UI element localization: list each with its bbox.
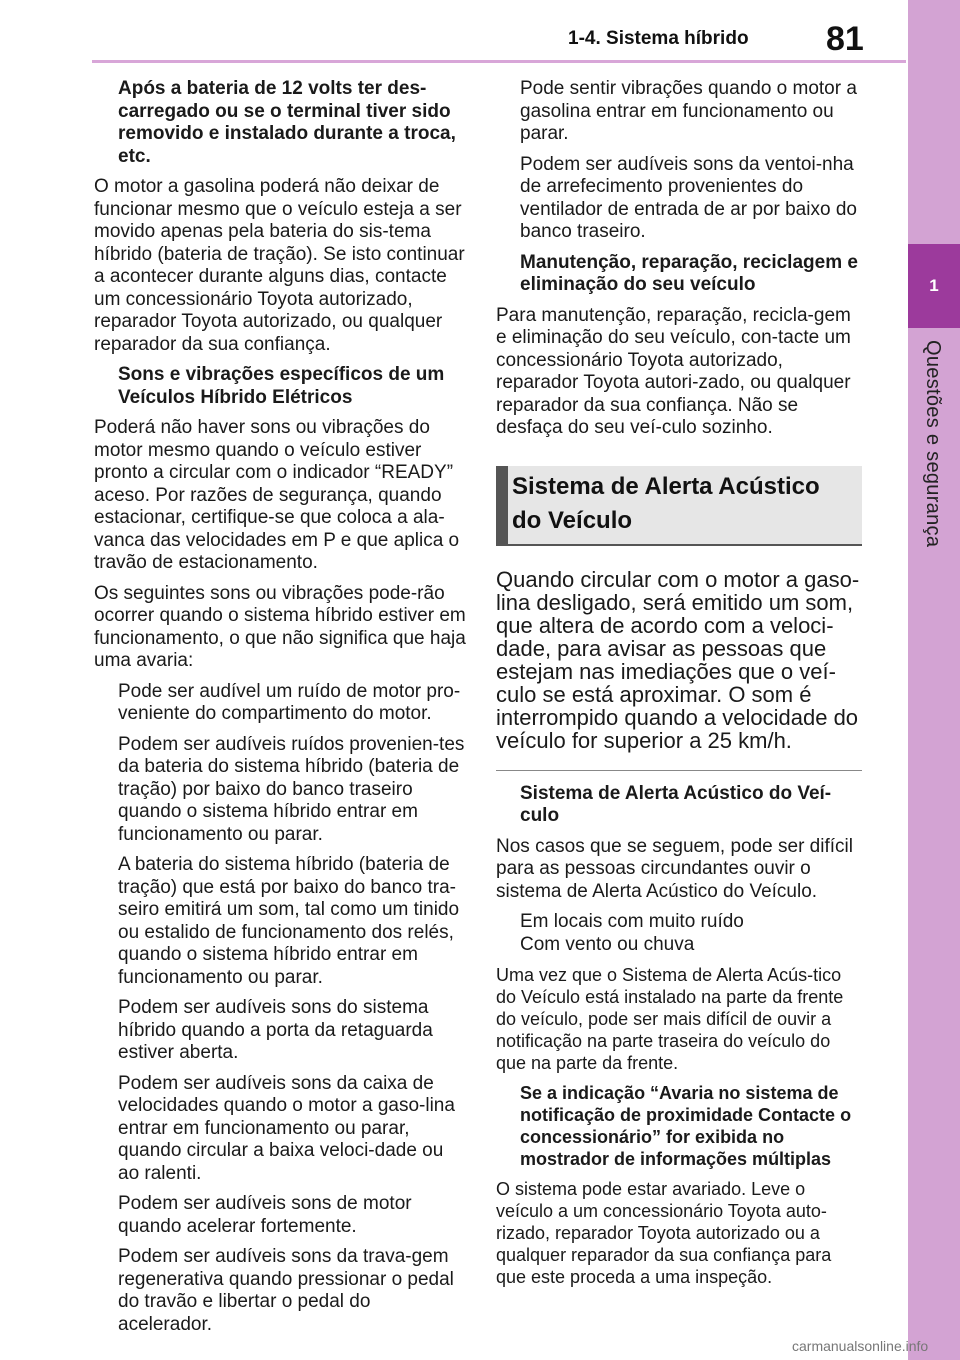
chapter-title: Questões e segurança — [922, 340, 944, 548]
chapter-number-box: 1 — [908, 244, 960, 328]
divider — [496, 770, 862, 771]
paragraph-alert-location: Uma vez que o Sistema de Alerta Acús-tico do Veículo está instalado na parte da frente do veículo, pode ser mais difícil de ouvir a notificação na parte traseira do veículo do que na parte da frente. — [496, 965, 844, 1073]
header-title: 1-4. Sistema híbrido — [568, 28, 749, 49]
paragraph-battery: O motor a gasolina poderá não deixar de funcionar mesmo que o veículo esteja a ser movido apenas pela bateria do sis-tema híbrido (bateria de tração). Se isto continuar a acontecer durante alguns dias, contacte um concessionário Toyota autorizado, reparador Toyota autorizado, ou qualquer reparador da sua confiança. — [94, 176, 465, 355]
list-item: Pode ser audível um ruído de motor pro-veniente do compartimento do motor. — [118, 680, 461, 724]
list-item: Podem ser audíveis sons de motor quando acelerar fortemente. — [118, 1193, 412, 1237]
left-column — [94, 78, 466, 1344]
list-item: Em locais com muito ruído — [520, 911, 744, 932]
section-title-box: Sistema de Alerta Acústico do Veículo — [496, 466, 862, 546]
list-item: Podem ser audíveis ruídos provenien-tes da bateria do sistema híbrido (bateria de tração) por baixo do banco traseiro quando o sistema híbrido entrar em funcionamento ou parar. — [118, 733, 465, 845]
heading-malfunction: Se a indicação “Avaria no sistema de notificação de proximidade Contacte o concessionário” for exibida no mostrador de informações múltiplas — [520, 1083, 852, 1169]
list-item: Podem ser audíveis sons da ventoi-nha de arrefecimento provenientes do ventilador de entrada de ar por baixo do banco traseiro. — [520, 153, 857, 242]
section-intro: Quando circular com o motor a gaso-lina desligado, será emitido um som, que altera de acordo com a veloci-dade, para avisar as pessoas que estejam nas imediações que o veí-culo se está aproximar. O som é interrompido quando a velocidade do veículo for superior a 25 km/h. — [496, 566, 860, 753]
list-item: Podem ser audíveis sons da trava-gem regenerativa quando pressionar o pedal do travão e libertar o pedal do acelerador. — [118, 1246, 454, 1335]
heading-battery: Após a bateria de 12 volts ter des-carregado ou se o terminal tiver sido removido e instalado durante a troca, etc. — [118, 78, 456, 167]
paragraph-alert-system: Nos casos que se seguem, pode ser difícil para as pessoas circundantes ouvir o sistema de Alerta Acústico do Veículo. — [496, 835, 853, 902]
watermark: carmanualsonline.info — [792, 1338, 929, 1354]
side-tab — [908, 0, 960, 1360]
heading-sounds: Sons e vibrações específicos de um Veículos Híbrido Elétricos — [118, 364, 445, 408]
paragraph-maintenance: Para manutenção, reparação, recicla-gem e eliminação do seu veículo, con-tacte um concessionário Toyota autorizado, reparador Toyota autori-zado, ou qualquer reparador da sua confiança. Não se desfaça do seu veí-culo sozinho. — [496, 304, 851, 438]
list-item: Pode sentir vibrações quando o motor a gasolina entrar em funcionamento ou parar. — [520, 78, 857, 144]
page-number: 81 — [826, 20, 864, 58]
paragraph-sounds-1: Poderá não haver sons ou vibrações do motor mesmo quando o veículo estiver pronto a circular com o indicador “READY” aceso. Por razões de segurança, quando estacionar, certifique-se que coloca a ala-vanca das velocidades em P e que aplica o travão de estacionamento. — [94, 417, 460, 573]
header-rule — [92, 60, 906, 63]
list-item: Podem ser audíveis sons da caixa de velocidades quando o motor a gaso-lina entrar em funcionamento ou parar, quando circular a baixa veloci-dade ou ao ralenti. — [118, 1072, 455, 1184]
list-item: A bateria do sistema híbrido (bateria de tração) que está por baixo do banco tra-seiro emitirá um som, tal como um tinido ou estalido de funcionamento dos relés, quando o sistema híbrido entrar em funcionamento ou parar. — [118, 854, 460, 988]
paragraph-sounds-2: Os seguintes sons ou vibrações pode-rão ocorrer quando o sistema híbrido estiver em funcionamento, o que não significa que haja uma avaria: — [94, 582, 466, 671]
heading-maintenance: Manutenção, reparação, reciclagem e eliminação do seu veículo — [520, 251, 858, 295]
right-column — [496, 78, 862, 1296]
list-item: Podem ser audíveis sons do sistema híbrido quando a porta da retaguarda estiver aberta. — [118, 997, 433, 1063]
heading-alert-system: Sistema de Alerta Acústico do Veí-culo — [520, 782, 832, 826]
list-item: Com vento ou chuva — [520, 933, 695, 955]
paragraph-malfunction: O sistema pode estar avariado. Leve o veículo a um concessionário Toyota auto-rizado, reparador Toyota autorizado ou a qualquer reparador da sua confiança para que este proceda a uma inspeção. — [496, 1179, 832, 1287]
